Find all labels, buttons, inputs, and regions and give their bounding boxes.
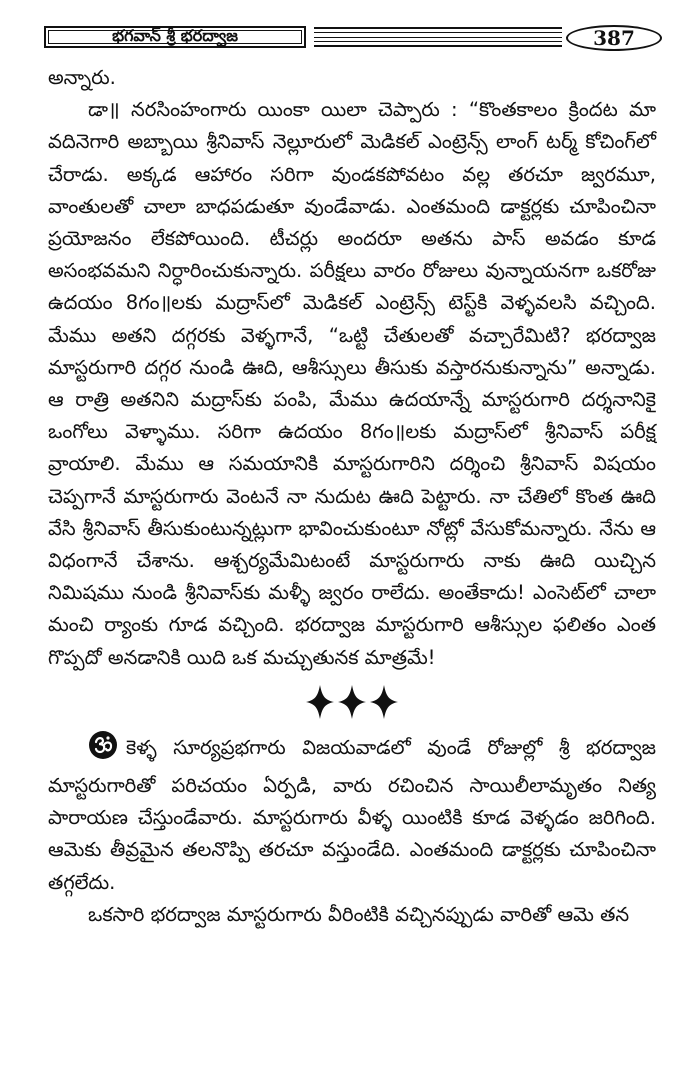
header-title-box bbox=[44, 26, 306, 48]
page-number-oval bbox=[566, 25, 662, 51]
flower-star-icon bbox=[370, 685, 398, 719]
om-symbol-icon bbox=[88, 730, 118, 770]
flower-star-icon bbox=[338, 685, 366, 719]
section-divider-ornament bbox=[48, 674, 656, 730]
paragraph-suryaprabha-story bbox=[48, 730, 656, 899]
paragraph-continuation: అన్నారు. bbox=[48, 66, 116, 89]
paragraph-final-line: ఒకసారి భరద్వాజ మాస్టరుగారు వీరింటికి వచ్చినప్పుడు వారితో ఆమె తన bbox=[88, 902, 630, 926]
paragraph-narasimham-story: డా॥ నరసింహంగారు యింకా యిలా చెప్పారు : “కొంతకాలం క్రిందట మా వదినెగారి అబ్బాయి శ్రీనివాస్ నెల్లూరులో మెడికల్ ఎంట్రెన్స్ లాంగ్ టర్మ్ కోచింగ్‌లో చేరాడు. అక్కడ ఆహారం సరిగా వుండకపోవటం వల్ల తరచూ జ్వరమూ, వాంతులతో చాలా బాధపడుతూ వుండేవాడు. ఎంతమంది డాక్టర్లకు చూపించినా ప్రయోజనం లేకపోయింది. టీచర్లు అందరూ అతను పాస్ అవడం కూడ అసంభవమని నిర్ధారించుకున్నారు. పరీక్షలు వారం రోజులు వున్నాయనగా ఒకరోజు ఉదయం 8గం॥లకు మద్రాస్‌లో మెడికల్ ఎంట్రెన్స్ టెస్ట్‌కి వెళ్ళవలసి వచ్చింది. మేము అతని దగ్గరకు వెళ్ళగానే, “ఒట్టి చేతులతో వచ్చారేమిటి? భరద్వాజ మాస్టరుగారి దగ్గర నుండి ఊది, ఆశీస్సులు తీసుకు వస్తారనుకున్నాను” అన్నాడు. ఆ రాత్రి అతనిని మద్రాస్‌కు పంపి, మేము ఉదయాన్నే మాస్టరుగారి దర్శనానికై ఒంగోలు వెళ్ళాము. సరిగా ఉదయం 8గం॥లకు మద్రాస్‌లో శ్రీనివాస్ పరీక్ష వ్రాయాలి. మేము ఆ సమయానికి మాస్టరుగారిని దర్శించి శ్రీనివాస్ విషయం చెప్పగానే మాస్టరుగారు వెంటనే నా నుదుట ఊది పెట్టారు. నా చేతిలో కొంత ఊది వేసి శ్రీనివాస్ తీసుకుంటున్నట్లుగా భావించుకుంటూ నోట్లో వేసుకోమన్నారు. నేను ఆ విధంగానే చేశాను. ఆశ్చర్యమేమిటంటే మాస్టరుగారు నాకు ఊది యిచ్చిన నిమిషము నుండి శ్రీనివాస్‌కు మళ్ళీ జ్వరం రాలేదు. అంతేకాదు! ఎంసెట్‌లో చాలా మంచి ర్యాంకు గూడ వచ్చింది. భరద్వాజ మాస్టరుగారి ఆశీస్సుల ఫలితం ఎంత గొప్పదో అనడానికి యిది ఒక మచ్చుతునక మాత్రమే! bbox=[48, 98, 656, 669]
header-rules bbox=[314, 27, 562, 47]
header-title: భగవాన్ శ్రీ భరద్వాజ bbox=[112, 25, 238, 45]
paragraph-suryaprabha-text: కెళ్ళ సూర్యప్రభగారు విజయవాడలో వుండే రోజుల్లో శ్రీ భరద్వాజ మాస్టరుగారితో పరిచయం ఏర్పడి, వారు రచించిన సాయిలీలామృతం నిత్య పారాయణ చేస్తుండేవారు. మాస్టరుగారు వీళ్ళ యింటికి కూడ వెళ్ళడం జరిగింది. ఆమెకు తీవ్రమైన తలనొప్పి తరచూ వస్తుండేది. ఎంతమంది డాక్టర్లకు చూపించినా తగ్గలేదు. bbox=[48, 735, 656, 894]
flower-star-icon bbox=[306, 685, 334, 719]
page-body bbox=[48, 62, 656, 931]
running-header bbox=[44, 24, 672, 52]
page-number: 387 bbox=[593, 26, 635, 50]
